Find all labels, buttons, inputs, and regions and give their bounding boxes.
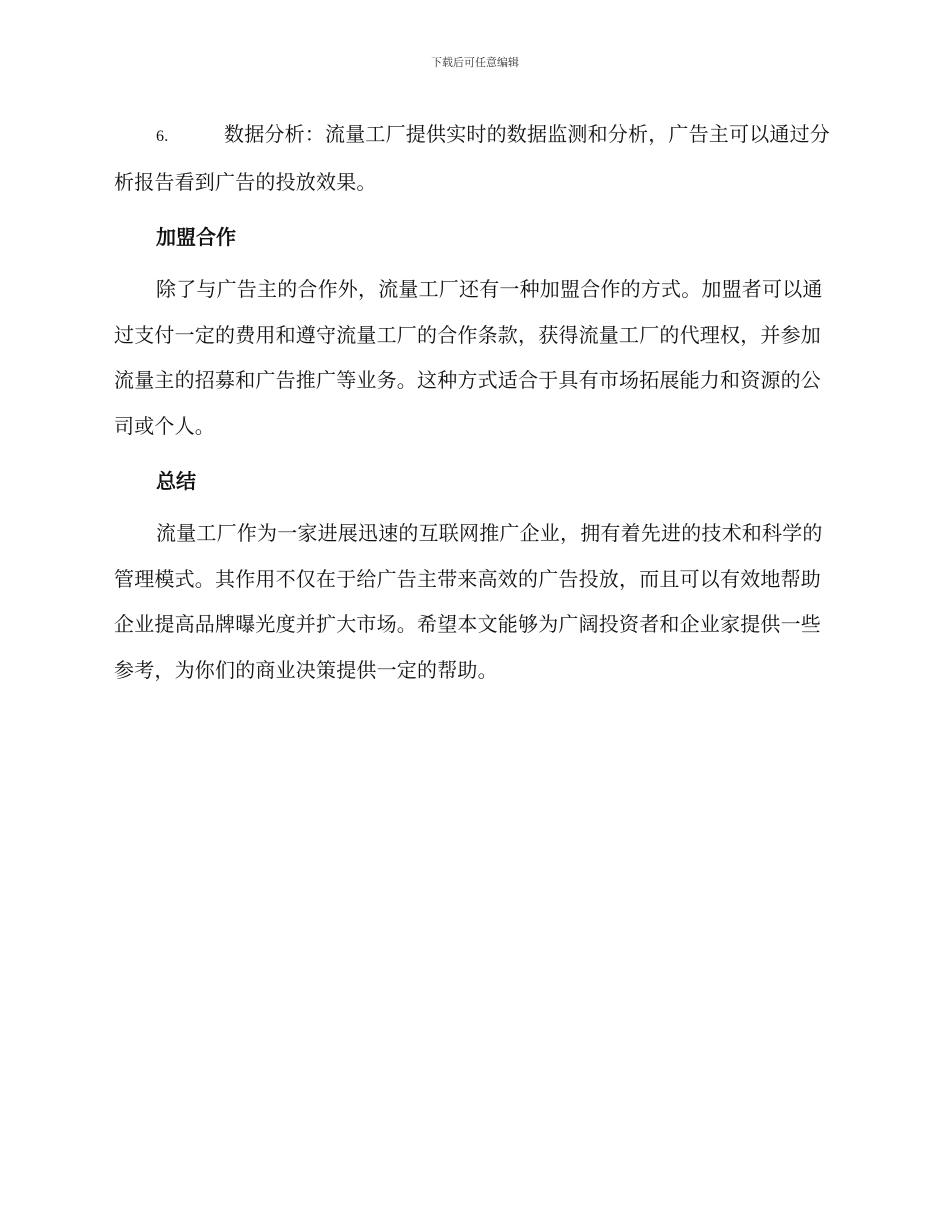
list-item-text: 数据分析：流量工厂提供实时的数据监测和分析，广告主可以通过分析报告看到广告的投放效果。 — [114, 122, 830, 194]
paragraph-summary: 流量工厂作为一家进展迅速的互联网推广企业，拥有着先进的技术和科学的管理模式。其作用不仅在于给广告主带来高效的广告投放，而且可以有效地帮助企业提高品牌曝光度并扩大市场。希望本文能够为广阔投资者和企业家提供一些参考，为你们的商业决策提供一定的帮助。 — [114, 521, 823, 682]
list-item-6 — [114, 112, 834, 205]
section-heading-franchise: 加盟合作 — [156, 225, 236, 249]
list-item-number: 6. — [156, 128, 169, 145]
paragraph-franchise: 除了与广告主的合作外，流量工厂还有一种加盟合作的方式。加盟者可以通过支付一定的费用和遵守流量工厂的合作条款，获得流量工厂的代理权，并参加流量主的招募和广告推广等业务。这种方式适合于具有市场拓展能力和资源的公司或个人。 — [114, 277, 823, 438]
header-note: 下载后可任意编辑 — [431, 56, 519, 69]
section-heading-summary: 总结 — [156, 469, 196, 493]
document-body — [114, 112, 834, 693]
